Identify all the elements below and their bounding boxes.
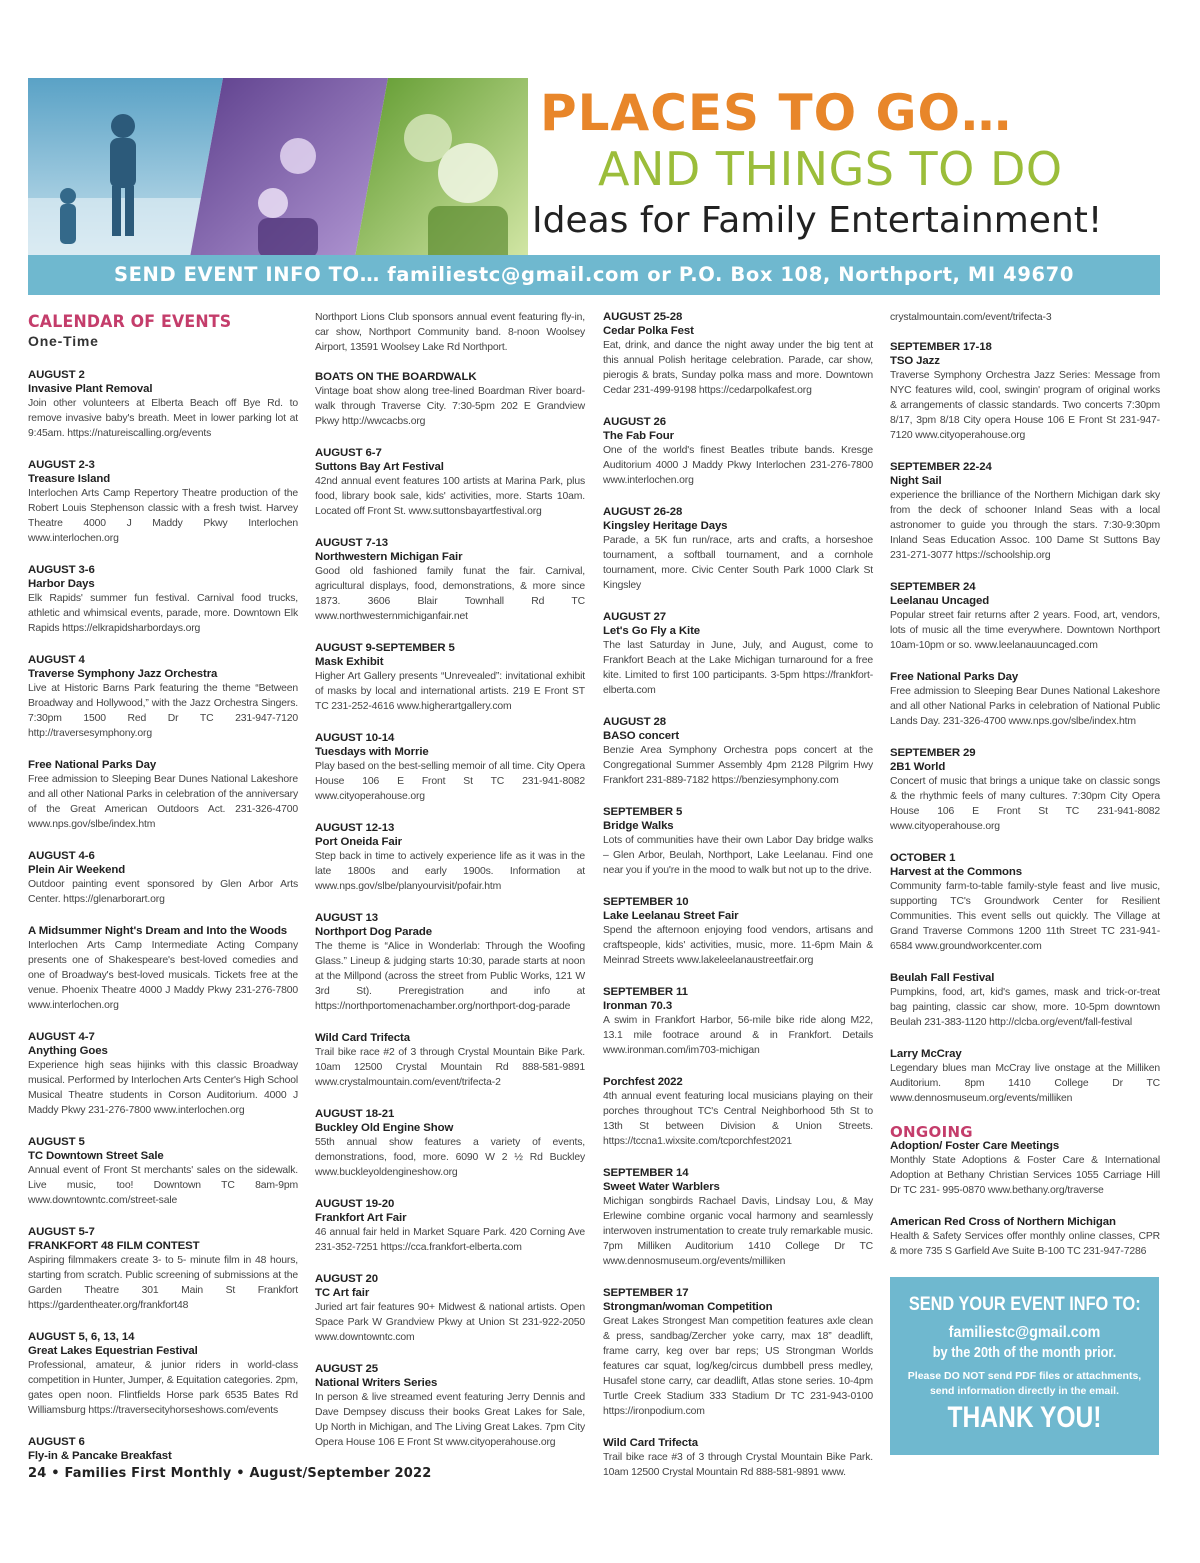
event-name: Harbor Days	[28, 578, 95, 590]
info-box-deadline: by the 20th of the month prior.	[932, 1344, 1117, 1361]
event-name: Bridge Walks	[603, 820, 674, 832]
send-event-info-box	[890, 1277, 1159, 1455]
event-item	[890, 670, 1160, 729]
event-description: A swim in Frankfort Harbor, 56-mile bike ride along M22, 13.1 mile footrace around & in Frankfort. Details www.ironman.com/im703-michigan	[603, 1015, 873, 1056]
event-description: Outdoor painting event sponsored by Glen Arbor Arts Center. https://glenarborart.org	[28, 879, 298, 905]
event-list	[28, 368, 298, 1463]
event-name: Northport Dog Parade	[315, 926, 432, 938]
event-name: Port Oneida Fair	[315, 836, 403, 848]
event-name: TSO Jazz	[890, 355, 940, 367]
event-item	[315, 370, 585, 429]
event-description: Health & Safety Services offer monthly online classes, CPR & more 735 S Garfield Ave Suite B-100 TC 231-947-7286	[890, 1231, 1160, 1257]
event-name: Wild Card Trifecta	[603, 1437, 698, 1449]
event-name: Anything Goes	[28, 1045, 108, 1057]
event-date: SEPTEMBER 11	[603, 986, 688, 998]
event-description: 46 annual fair held in Market Square Park. 420 Corning Ave 231-352-7251 https://cca.frankfort-elberta.com	[315, 1227, 585, 1253]
event-name: Suttons Bay Art Festival	[315, 461, 444, 473]
column-2	[315, 310, 585, 1467]
event-item	[315, 1031, 585, 1090]
event-description: Good old fashioned family funat the fair. Carnival, agricultural displays, food, demonstrations, & more since 1873. 3606 Blair Townhall Rd TC www.northwesternmichiganfair.net	[315, 566, 585, 622]
event-name: Wild Card Trifecta	[315, 1032, 410, 1044]
event-description: Benzie Area Symphony Orchestra pops concert at the Congregational Summer Assembly 4pm 2128 Pilgrim Hwy Frankfort 231-889-7182 https://benziesymphony.com	[603, 745, 873, 786]
event-date: AUGUST 4	[28, 654, 85, 666]
event-item	[603, 1166, 873, 1269]
event-date: AUGUST 6-7	[315, 447, 382, 459]
event-name: Fly-in & Pancake Breakfast	[28, 1450, 172, 1462]
event-item	[603, 1436, 873, 1480]
event-name: Ironman 70.3	[603, 1000, 673, 1012]
event-item	[890, 851, 1160, 954]
event-item	[603, 985, 873, 1058]
event-name: Buckley Old Engine Show	[315, 1122, 454, 1134]
event-name: Sweet Water Warblers	[603, 1181, 720, 1193]
event-name: Strongman/woman Competition	[603, 1301, 773, 1313]
info-box-note: Please DO NOT send PDF files or attachments, send information directly in the email.	[907, 1370, 1142, 1397]
event-item	[315, 821, 585, 894]
event-date: SEPTEMBER 24	[890, 581, 976, 593]
calendar-title: CALENDAR OF EVENTS	[28, 312, 232, 332]
header-photo-collage	[28, 78, 528, 268]
event-description: Free admission to Sleeping Bear Dunes National Lakeshore and all other National Parks in celebration of National Public Lands Day. 231-326-4700 www.nps.gov/slbe/index.htm	[890, 686, 1160, 727]
event-name: Porchfest 2022	[603, 1076, 683, 1088]
event-item	[28, 458, 298, 546]
event-date: AUGUST 5, 6, 13, 14	[28, 1331, 135, 1343]
event-item	[890, 1215, 1160, 1259]
event-description: Aspiring filmmakers create 3- to 5- minute film in 48 hours, starting from scratch. Public screening of submissions at the Garden Theatre 301 Main St Frankfort https://gardentheater.org/frankfort48	[28, 1255, 298, 1311]
ongoing-heading: ONGOING	[890, 1123, 973, 1141]
event-description: Join other volunteers at Elberta Beach off Bye Rd. to remove invasive baby's breath. Meet in lower parking lot at 9:45am. https://natureiscalling.org/events	[28, 398, 298, 439]
event-name: A Midsummer Night's Dream and Into the Woods	[28, 925, 288, 937]
event-description: Experience high seas hijinks with this classic Broadway musical. Performed by Interlochen Arts Center's High School Musical Theatre students in Corson Auditorium. 4000 J Maddy Pkwy 231-276-7800 www.interlochen.org	[28, 1060, 298, 1116]
event-description: Higher Art Gallery presents “Unrevealed”: invitational exhibit of masks by local and international artists. 219 E Front ST TC 231-252-4616 www.higherartgallery.com	[315, 671, 585, 712]
event-date: AUGUST 25	[315, 1363, 379, 1375]
event-name: Lake Leelanau Street Fair	[603, 910, 739, 922]
event-name: Larry McCray	[890, 1048, 962, 1060]
event-name: Mask Exhibit	[315, 656, 384, 668]
event-date: AUGUST 4-6	[28, 850, 95, 862]
event-date: AUGUST 10-14	[315, 732, 395, 744]
event-name: BASO concert	[603, 730, 680, 742]
event-description: Legendary blues man McCray live onstage at the Milliken Auditorium. 8pm 1410 College Dr TC www.dennosmuseum.org/events/milliken	[890, 1063, 1160, 1104]
info-box-thank-you: THANK YOU!	[947, 1401, 1102, 1434]
event-description: Community farm-to-table family-style feast and live music, supporting TC's Groundwork Center for Resilient Communities. This event sells out quickly. The Village at Grand Traverse Commons 1200 11th Street TC 231-941-6584 www.groundworkcenter.com	[890, 881, 1160, 952]
event-date: AUGUST 13	[315, 912, 379, 924]
event-description: Eat, drink, and dance the night away under the big tent at this annual Polish heritage celebration. Parade, car show, pierogis & brats, Sunday polka mass and more. Downtown Cedar 231-499-9198 https://cedarpolkafest.org	[603, 340, 873, 396]
event-date: AUGUST 27	[603, 611, 667, 623]
event-date: SEPTEMBER 17-18	[890, 341, 992, 353]
event-date: AUGUST 5-7	[28, 1226, 95, 1238]
event-item	[603, 610, 873, 698]
event-item	[890, 971, 1160, 1030]
event-date: SEPTEMBER 22-24	[890, 461, 992, 473]
event-item	[28, 1135, 298, 1208]
event-date: AUGUST 20	[315, 1273, 379, 1285]
event-item	[28, 849, 298, 907]
event-name: TC Art fair	[315, 1287, 370, 1299]
event-item	[603, 415, 873, 488]
event-item	[603, 895, 873, 968]
event-name: Beulah Fall Festival	[890, 972, 995, 984]
event-name: National Writers Series	[315, 1377, 438, 1389]
event-name: Northwestern Michigan Fair	[315, 551, 463, 563]
event-name: Free National Parks Day	[890, 671, 1019, 683]
event-description: Popular street fair returns after 2 years. Food, art, vendors, lots of music all the time everywhere. Downtown Northport 10am-10pm or so. www.leelanauuncaged.com	[890, 610, 1160, 651]
event-name: Plein Air Weekend	[28, 864, 126, 876]
event-description: Spend the afternoon enjoying food vendors, artisans and craftspeople, kids' activities, music, more. 11-6pm Main & Meinrad Streets www.lakeleelanaustreetfair.org	[603, 925, 873, 966]
event-name: Invasive Plant Removal	[28, 383, 153, 395]
event-date: AUGUST 4-7	[28, 1031, 95, 1043]
event-date: SEPTEMBER 29	[890, 747, 976, 759]
event-list	[890, 340, 1160, 1106]
event-date: SEPTEMBER 14	[603, 1167, 689, 1179]
event-name: Harvest at the Commons	[890, 866, 1022, 878]
event-item	[603, 715, 873, 788]
event-description: Michigan songbirds Rachael Davis, Lindsay Lou, & May Erlewine combine organic vocal harmony and seamlessly interwoven instrumentation to create truly remarkable music. 7pm Milliken Auditorium 1410 College Dr TC www.dennosmuseum.org/events/milliken	[603, 1196, 873, 1267]
event-date: AUGUST 12-13	[315, 822, 395, 834]
event-item	[28, 758, 298, 832]
headline-family-entertainment: Ideas for Family Entertainment!	[532, 200, 1103, 241]
event-description: Monthly State Adoptions & Foster Care & International Adoption at Bethany Christian Services 1055 Carriage Hill Dr TC 231- 995-0870 www.bethany.org/traverse	[890, 1155, 1160, 1196]
event-item	[890, 580, 1160, 653]
event-name: Cedar Polka Fest	[603, 325, 694, 337]
event-item	[890, 460, 1160, 563]
event-description: Parade, a 5K fun run/race, arts and crafts, a horseshoe tournament, a softball tournament, and a cornhole tournament, more. Civic Center South Park 1000 Clark St Kingsley	[603, 535, 873, 591]
event-name: American Red Cross of Northern Michigan	[890, 1216, 1116, 1228]
event-name: Free National Parks Day	[28, 759, 157, 771]
event-description: Elk Rapids' summer fun festival. Carnival food trucks, athletic and whimsical events, parade, more. Downtown Elk Rapids https://elkrapidsharbordays.org	[28, 593, 298, 634]
event-description: Vintage boat show along tree-lined Boardman River board-walk through Traverse City. 7:30-5pm 202 E Grandview Pkwy http://wwcacbs.org	[315, 386, 585, 427]
event-date: BOATS ON THE BOARDWALK	[315, 371, 477, 383]
event-date: AUGUST 26	[603, 416, 667, 428]
continued-text: crystalmountain.com/event/trifecta-3	[890, 312, 1052, 323]
send-event-info-banner: SEND EVENT INFO TO… familiestc@gmail.com or P.O. Box 108, Northport, MI 49670	[28, 255, 1160, 295]
event-description: Traverse Symphony Orchestra Jazz Series: Message from NYC features wild, cool, swingin' program of original works & arrangements of classic standards. Two concerts 7:30pm 8/17, 3pm 8/18 City opera House 106 E Front St 231-947-7120 www.cityoperahouse.org	[890, 370, 1160, 441]
event-date: AUGUST 6	[28, 1436, 85, 1448]
event-description: Annual event of Front St merchants' sales on the sidewalk. Live music, too! Downtown TC 8am-9pm www.downtowntc.com/street-sale	[28, 1165, 298, 1206]
event-item	[315, 536, 585, 624]
event-date: AUGUST 7-13	[315, 537, 388, 549]
event-name: Great Lakes Equestrian Festival	[28, 1345, 198, 1357]
column-1	[28, 312, 298, 1480]
event-item	[890, 340, 1160, 443]
headline-places-to-go: PLACES TO GO…	[540, 84, 1013, 142]
event-name: Frankfort Art Fair	[315, 1212, 407, 1224]
event-date: OCTOBER 1	[890, 852, 956, 864]
event-item	[603, 805, 873, 878]
event-item	[315, 1107, 585, 1180]
event-date: AUGUST 25-28	[603, 311, 683, 323]
event-date: SEPTEMBER 5	[603, 806, 683, 818]
event-item	[315, 641, 585, 714]
event-description: Great Lakes Strongest Man competition features axle clean & press, sandbag/Zercher yoke carry, max 18” deadlift, frame carry, keg over bar reps; US Strongman Worlds features car squat, log/keg/circus dumbbell press medley, Husafel stone carry, car deadlift, Atlas stone series. 10-4pm Turtle Creek Stadium 333 Stadium Dr TC 231-943-0100 https://ironpodium.com	[603, 1316, 873, 1417]
event-description: Play based on the best-selling memoir of all time. City Opera House 106 E Front St TC 231-941-8082 www.cityoperahouse.org	[315, 761, 585, 802]
event-item	[28, 563, 298, 636]
event-description: 55th annual show features a variety of events, demonstrations, food, more. 6090 W 2 ½ Rd Buckley www.buckleyoldengineshow.org	[315, 1137, 585, 1178]
event-description: Pumpkins, food, art, kid's games, mask and trick-or-treat bag painting, classic car show, more. 10-5pm downtown Beulah 231-383-1120 http://clcba.org/event/fall-festival	[890, 987, 1160, 1028]
event-item	[28, 1330, 298, 1418]
event-item	[315, 446, 585, 519]
column-4	[890, 310, 1160, 1276]
event-description: The last Saturday in June, July, and August, come to Frankfort Beach at the Lake Michigan turnaround for a free kite. Limited to first 100 participants. 3-5pm https://frankfort-elberta.com	[603, 640, 873, 696]
event-name: The Fab Four	[603, 430, 674, 442]
event-item	[315, 731, 585, 804]
event-date: SEPTEMBER 17	[603, 1287, 689, 1299]
event-name: Kingsley Heritage Days	[603, 520, 728, 532]
event-item	[28, 1030, 298, 1118]
event-name: Let's Go Fly a Kite	[603, 625, 701, 637]
event-description: Trail bike race #2 of 3 through Crystal Mountain Bike Park. 10am 12500 Crystal Mountain Rd 888-581-9891 www.crystalmountain.com/event/trifecta-2	[315, 1047, 585, 1088]
event-description: Live at Historic Barns Park featuring the theme “Between Broadway and Hollywood,” with the Jazz Orchestra Singers. 7:30pm 1500 Red Dr TC 231-947-7120 http://traversesymphony.org	[28, 683, 298, 739]
event-name: FRANKFORT 48 FILM CONTEST	[28, 1240, 200, 1252]
event-item	[603, 1075, 873, 1149]
event-item	[28, 924, 298, 1013]
event-description: Interlochen Arts Camp Repertory Theatre production of the Robert Louis Stephenson classic with a fresh twist. Harvey Theatre 4000 J Maddy Pkwy Interlochen www.interlochen.org	[28, 488, 298, 544]
event-description: Free admission to Sleeping Bear Dunes National Lakeshore and all other National Parks in celebration of the anniversary of the Great American Outdoors Act. 231-326-4700 www.nps.gov/slbe/index.htm	[28, 774, 298, 830]
continued-text: Northport Lions Club sponsors annual event featuring fly-in, car show, Northport Community band. 8-noon Woolsey Airport, 13591 Woolsey Lake Rd Northport.	[315, 312, 585, 353]
event-date: AUGUST 18-21	[315, 1108, 395, 1120]
event-description: Lots of communities have their own Labor Day bridge walks – Glen Arbor, Beulah, Northport, Lake Leelanau. Find one near you if you're in the mood to walk but not up to the drive.	[603, 835, 873, 876]
event-description: In person & live streamed event featuring Jerry Dennis and Dave Dempsey discuss their books Great Lakes for Sale, Up North in Michigan, and The Living Great Lakes. 7pm City Opera House 106 E Front St www.cityoperahouse.org	[315, 1392, 585, 1448]
event-description: Professional, amateur, & junior riders in world-class competition in Hunter, Jumper, & Equitation categories. 2pm, gates open noon. Flintfields Horse park 6535 Bates Rd Williamsburg https://traversecityhorseshows.com/events	[28, 1360, 298, 1416]
event-name: Adoption/ Foster Care Meetings	[890, 1140, 1060, 1152]
event-date: SEPTEMBER 10	[603, 896, 689, 908]
column-3	[603, 310, 873, 1497]
event-description: The theme is “Alice in Wonderlab: Through the Woofing Glass.” Lineup & judging starts 10:30, parade starts at noon at the Millpond (across the street from Public Works, 121 W 3rd St). Preregistration and info at https://northportomenachamber.org/northport-dog-parade	[315, 941, 585, 1012]
event-name: Night Sail	[890, 475, 942, 487]
event-item	[890, 1139, 1160, 1198]
event-description: Concert of music that brings a unique take on classic songs & the rhythmic feels of many cultures. 7:30pm City Opera House 106 E Front St TC 231-941-8082 www.cityoperahouse.org	[890, 776, 1160, 832]
event-item	[603, 310, 873, 398]
event-name: 2B1 World	[890, 761, 946, 773]
event-list	[315, 370, 585, 1450]
event-item	[890, 1047, 1160, 1106]
event-description: 42nd annual event features 100 artists at Marina Park, plus food, library book sale, kids' activities, more. Starts 10am. Located off Front St. www.suttonsbayartfestival.org	[315, 476, 585, 517]
event-item	[315, 1197, 585, 1255]
event-description: 4th annual event featuring local musicians playing on their porches throughout TC's Central Neighborhood 5th St to 13th St between Division & Union Streets. https://tccna1.wixsite.com/tcporchfest2021	[603, 1091, 873, 1147]
event-date: AUGUST 26-28	[603, 506, 683, 518]
event-description: Interlochen Arts Camp Intermediate Acting Company presents one of Shakespeare's best-loved comedies and one of Broadway's best-loved musicals. Tickets free at the venue. Phoenix Theatre 4000 J Maddy Pkwy 231-276-7800 www.interlochen.org	[28, 940, 298, 1011]
event-date: AUGUST 19-20	[315, 1198, 395, 1210]
event-description: Juried art fair features 90+ Midwest & national artists. Open Space Park W Grandview Pkwy at Union St 231-922-2050 www.downtowntc.com	[315, 1302, 585, 1343]
event-item	[890, 746, 1160, 834]
event-item	[28, 653, 298, 741]
event-description: experience the brilliance of the Northern Michigan dark sky from the deck of schooner Inland Seas with a local astronomer to guide you through the stars. 7:30-9:30pm Inland Seas Education Assoc. 100 Dame St Suttons Bay 231-271-3077 https://schoolship.org	[890, 490, 1160, 561]
event-item	[603, 1286, 873, 1419]
event-item	[28, 368, 298, 441]
event-item	[315, 1362, 585, 1450]
event-date: AUGUST 3-6	[28, 564, 95, 576]
event-description: One of the world's finest Beatles tribute bands. Kresge Auditorium 4000 J Maddy Pkwy Interlochen 231-276-7800 www.interlochen.org	[603, 445, 873, 486]
event-item	[28, 1225, 298, 1313]
event-description: Step back in time to actively experience life as it was in the late 1800s and early 1900s. Information at www.nps.gov/slbe/planyourvisit/pofair.htm	[315, 851, 585, 892]
info-box-heading: SEND YOUR EVENT INFO TO:	[908, 1294, 1141, 1315]
event-description: Trail bike race #3 of 3 through Crystal Mountain Bike Park. 10am 12500 Crystal Mountain Rd 888-581-9891 www.	[603, 1452, 873, 1478]
event-name: TC Downtown Street Sale	[28, 1150, 164, 1162]
event-item	[603, 505, 873, 593]
event-item	[315, 1272, 585, 1345]
event-name: Tuesdays with Morrie	[315, 746, 429, 758]
event-item	[315, 911, 585, 1014]
event-date: AUGUST 9-SEPTEMBER 5	[315, 642, 455, 654]
event-name: Leelanau Uncaged	[890, 595, 990, 607]
calendar-subtitle: One-Time	[28, 333, 99, 349]
event-list	[603, 310, 873, 1480]
event-date: AUGUST 5	[28, 1136, 85, 1148]
event-date: AUGUST 28	[603, 716, 667, 728]
event-date: AUGUST 2	[28, 369, 85, 381]
headline-things-to-do: AND THINGS TO DO	[598, 142, 1063, 196]
event-name: Treasure Island	[28, 473, 111, 485]
event-item	[28, 1435, 298, 1463]
ongoing-list	[890, 1139, 1160, 1259]
event-date: AUGUST 2-3	[28, 459, 95, 471]
page-footer: 24 • Families First Monthly • August/September 2022	[28, 1466, 432, 1481]
info-box-email: familiestc@gmail.com	[948, 1324, 1101, 1341]
event-name: Traverse Symphony Jazz Orchestra	[28, 668, 218, 680]
